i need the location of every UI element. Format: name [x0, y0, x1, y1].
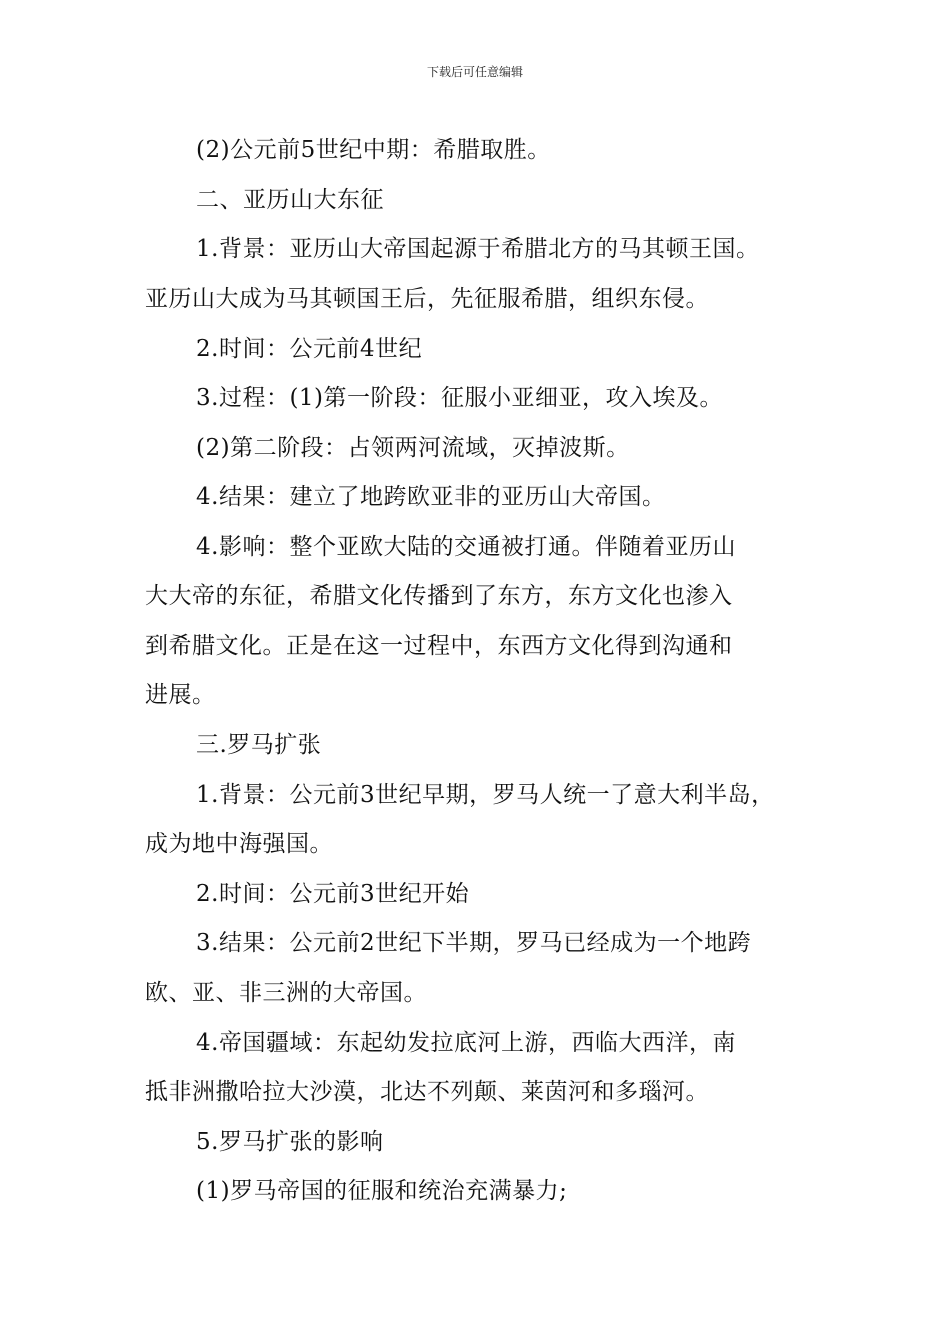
text-line: 4.结果：建立了地跨欧亚非的亚历山大帝国。: [196, 484, 666, 510]
section-heading: 三.罗马扩张: [196, 732, 322, 758]
text-line: 亚历山大成为马其顿国王后，先征服希腊，组织东侵。: [145, 286, 709, 312]
text-line: 3.过程：(1)第一阶段：征服小亚细亚，攻入埃及。: [196, 385, 724, 411]
text-line: 成为地中海强国。: [145, 831, 333, 857]
text-line: 4.帝国疆域：东起幼发拉底河上游，西临大西洋，南: [196, 1030, 736, 1056]
text-line: 3.结果：公元前2世纪下半期，罗马已经成为一个地跨: [196, 930, 752, 956]
page-header: 下载后可任意编辑: [426, 65, 523, 79]
text-line: 2.时间：公元前3世纪开始: [196, 881, 470, 907]
text-line: 到希腊文化。正是在这一过程中，东西方文化得到沟通和: [145, 633, 733, 659]
text-line: (2)公元前5世纪中期：希腊取胜。: [196, 137, 551, 163]
text-line: 4.影响：整个亚欧大陆的交通被打通。伴随着亚历山: [196, 534, 736, 560]
text-line: (1)罗马帝国的征服和统治充满暴力;: [196, 1178, 568, 1204]
text-line: 1.背景：亚历山大帝国起源于希腊北方的马其顿王国。: [196, 236, 760, 262]
text-line: 欧、亚、非三洲的大帝国。: [145, 980, 427, 1006]
text-line: 1.背景：公元前3世纪早期，罗马人统一了意大利半岛，: [196, 782, 775, 808]
text-line: 抵非洲撒哈拉大沙漠，北达不列颠、莱茵河和多瑙河。: [145, 1079, 709, 1105]
text-line: 进展。: [145, 682, 216, 708]
text-line: 2.时间：公元前4世纪: [196, 336, 423, 362]
text-line: 大大帝的东征，希腊文化传播到了东方，东方文化也渗入: [145, 583, 733, 609]
section-heading: 二、亚历山大东征: [196, 187, 384, 213]
text-line: 5.罗马扩张的影响: [196, 1129, 384, 1155]
text-line: (2)第二阶段：占领两河流域，灭掉波斯。: [196, 435, 630, 461]
